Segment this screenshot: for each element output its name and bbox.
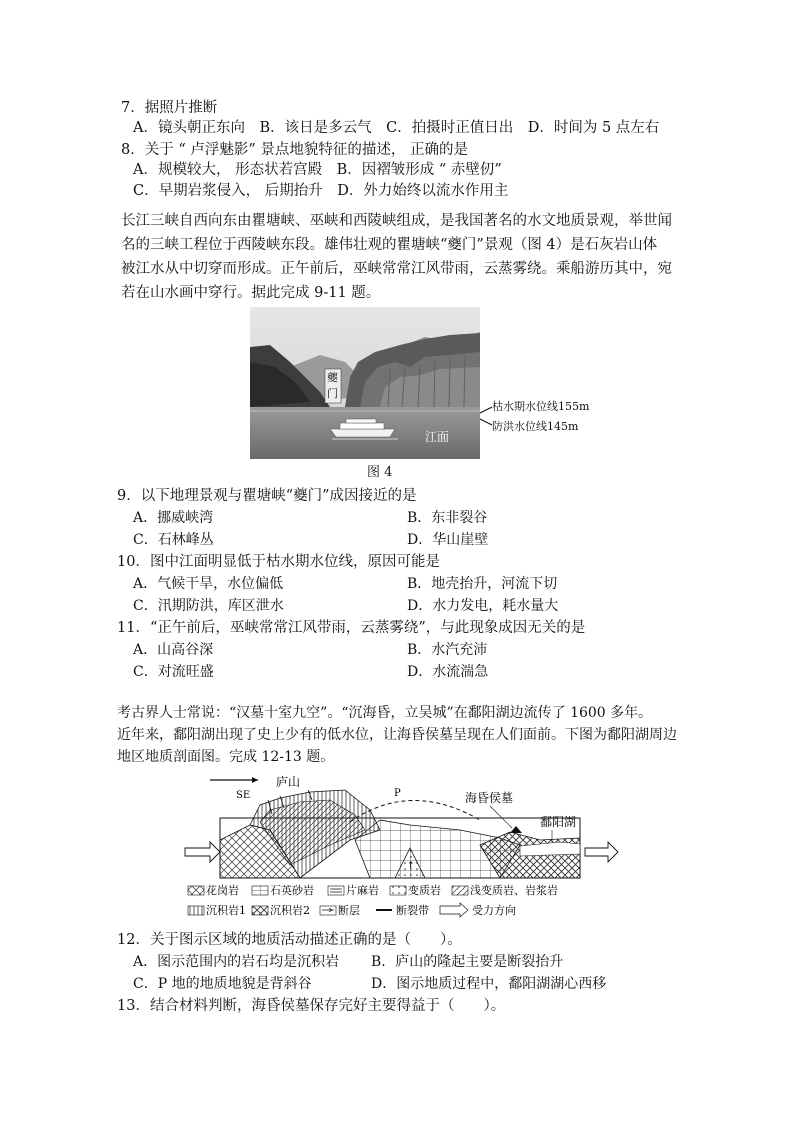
- svg-text:↑: ↑: [407, 861, 415, 871]
- quartz-sandstone-legend-icon: [252, 886, 268, 895]
- figure4-caption: 图 4: [367, 465, 393, 480]
- legend-quartz: 石英砂岩: [270, 884, 314, 897]
- passage1-line-2: 名的三峡工程位于西陵峡东段。雄伟壮观的瞿塘峡“夔门”景观（图 4）是石灰岩山体: [121, 237, 658, 253]
- metamorphic-legend-icon: [390, 886, 406, 895]
- lushan-label: 庐山: [276, 775, 301, 789]
- q9-option-b: B．东非裂谷: [407, 510, 488, 526]
- legend-granite: 花岗岩: [206, 884, 239, 897]
- tomb-label: 海昏侯墓: [465, 791, 514, 805]
- passage1-line-3: 被江水从中切穿而形成。正午前后，巫峡常常江风带雨，云蒸雾绕。乘船游历其中，宛: [121, 261, 672, 277]
- passage1-line-1: 长江三峡自西向东由瞿塘峡、巫峡和西陵峡组成，是我国著名的水文地质景观，举世闻: [121, 213, 672, 229]
- kuimen-label: 夔门: [327, 371, 338, 400]
- legend-sed2: 沉积岩2: [270, 904, 310, 917]
- section-svg: [180, 770, 620, 930]
- right-force-arrow: [585, 842, 618, 862]
- jiangmian-label: 江面: [425, 430, 450, 444]
- shallow-metamorphic-legend-icon: [452, 886, 468, 895]
- q12-option-a: A．图示范围内的岩石均是沉积岩: [133, 954, 340, 970]
- q8-options-row1: A．规模较大， 形态状若宫殿 B．因褶皱形成 “ 赤壁仞”: [133, 162, 502, 178]
- q7-options: A．镜头朝正东向 B．该日是多云气 C．拍摄时正值日出 D．时间为 5 点左右: [133, 120, 660, 136]
- q9-stem: 9．以下地理景观与瞿塘峡“夔门”成因接近的是: [117, 488, 417, 504]
- flood-level-label: 防洪水位线145m: [492, 420, 579, 433]
- legend-shallow: 浅变质岩、岩浆岩: [470, 884, 558, 897]
- legend-fracture: 断裂带: [396, 904, 429, 917]
- granite-legend-icon: [188, 886, 204, 895]
- force-arrow-legend-icon: [440, 903, 468, 917]
- q11-option-c: C．对流旺盛: [133, 664, 214, 680]
- q10-option-d: D．水力发电，耗水量大: [407, 598, 559, 614]
- legend-schist: 片麻岩: [346, 884, 379, 897]
- q11-option-a: A．山高谷深: [133, 642, 214, 658]
- passage2-line-1: 考古界人士常说：“汉墓十室九空”。“沉海昏，立吴城”在鄱阳湖边流传了 1600 多年。: [117, 705, 653, 721]
- geologic-section-diagram: [180, 770, 620, 930]
- legend-fault: 断层: [338, 904, 360, 917]
- q12-option-c: C．P 地的地质地貌是背斜谷: [133, 976, 312, 992]
- legend-force: 受力方向: [472, 904, 516, 917]
- fault-layer-legend-icon: [320, 906, 336, 915]
- p-label: P: [394, 788, 401, 799]
- q12-stem: 12．关于图示区域的地质活动描述正确的是（ ）。: [117, 932, 462, 948]
- q10-option-c: C．汛期防洪，库区泄水: [133, 598, 284, 614]
- legend-sed1: 沉积岩1: [206, 904, 246, 917]
- schist-legend-icon: [328, 886, 344, 895]
- passage2-line-2: 近年来，鄱阳湖出现了史上少有的低水位，让海昏侯墓呈现在人们面前。下图为鄱阳湖周边: [117, 727, 677, 743]
- q10-option-a: A．气候干旱，水位偏低: [133, 576, 284, 592]
- q11-option-b: B．水汽充沛: [407, 642, 488, 658]
- lake-label: 鄱阳湖: [540, 815, 577, 829]
- sedimentary-1-legend-icon: [188, 906, 204, 915]
- q13-stem: 13．结合材料判断，海昏侯墓保存完好主要得益于（ ）。: [117, 998, 506, 1014]
- passage1-line-4: 若在山水画中穿行。据此完成 9-11 题。: [121, 285, 381, 301]
- passage2-line-3: 地区地质剖面图。完成 12-13 题。: [117, 749, 335, 765]
- left-force-arrow: [185, 842, 220, 862]
- q12-option-b: B．庐山的隆起主要是断裂抬升: [371, 954, 564, 970]
- q9-option-c: C．石林峰丛: [133, 532, 214, 548]
- gorge-photo: [250, 307, 480, 459]
- legend-metamorphic: 变质岩: [408, 884, 441, 897]
- q12-option-d: D．图示地质过程中，鄱阳湖湖心西移: [371, 976, 607, 992]
- q10-option-b: B．地壳抬升，河流下切: [407, 576, 558, 592]
- dry-season-level-label: 枯水期水位线155m: [492, 400, 590, 413]
- q11-option-d: D．水流湍急: [407, 664, 489, 680]
- sedimentary-2-legend-icon: [252, 906, 268, 915]
- q8-options-row2: C．早期岩浆侵入， 后期抬升 D．外力始终以流水作用主: [133, 183, 509, 199]
- q9-option-a: A．挪威峡湾: [133, 510, 214, 526]
- q8-stem: 8．关于 “ 卢浮魅影” 景点地貌特征的描述， 正确的是: [121, 142, 468, 158]
- q10-stem: 10．图中江面明显低于枯水期水位线，原因可能是: [117, 554, 440, 570]
- se-label: SE: [236, 790, 251, 801]
- q9-option-d: D．华山崖壁: [407, 532, 489, 548]
- q7-stem: 7．据照片推断: [121, 100, 218, 116]
- q11-stem: 11．“正午前后，巫峡常常江风带雨，云蒸雾绕”，与此现象成因无关的是: [117, 620, 586, 636]
